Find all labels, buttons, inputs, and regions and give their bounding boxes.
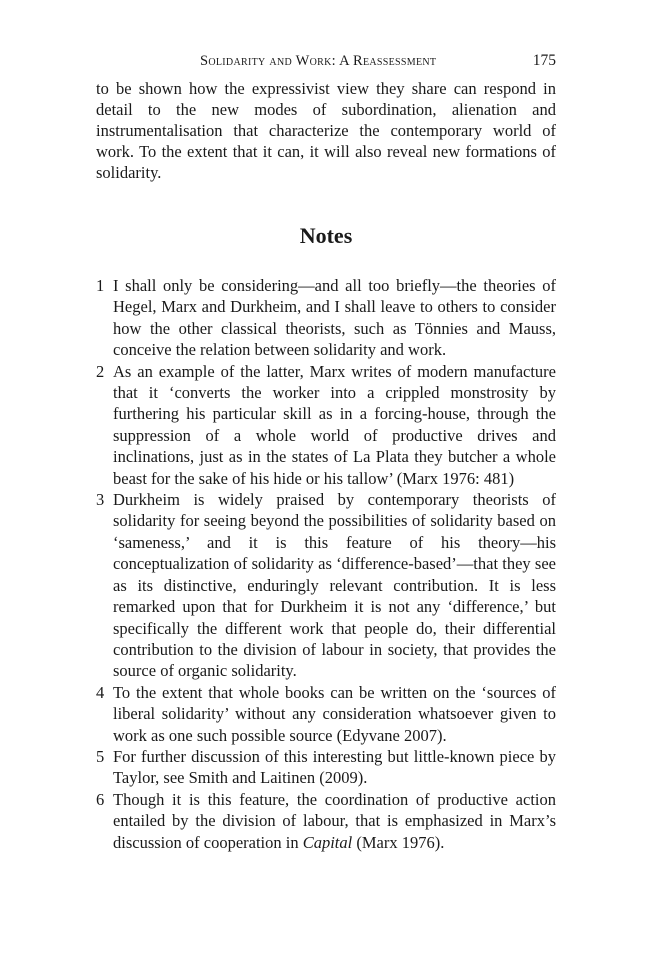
notes-list <box>96 275 556 853</box>
note-number: 1 <box>96 276 105 295</box>
note-number: 3 <box>96 490 105 510</box>
notes-heading: Notes <box>299 223 353 248</box>
note-item <box>96 489 556 682</box>
note-text-start: Though it is this feature, the coordination of productive action entailed by the division of labour, that is emphasized in Marx’s discussion of cooperation in <box>113 789 556 852</box>
book-title: Capital <box>302 832 353 852</box>
note-number: 5 <box>96 746 105 766</box>
note-text: As an example of the latter, Marx writes of modern manufacture that it ‘converts the worker into a crippled monstrosity by furthering his particular skill as in a forcing-house, through the suppression of a whole world of productive drives and inclinations, just as in the states of La Plata they butcher a whole beast for the sake of his hide or his tallow’ (Marx 1976: 481) <box>113 361 556 488</box>
note-number: 6 <box>96 789 105 809</box>
note-item <box>96 746 556 789</box>
page-number: 175 <box>532 52 556 69</box>
note-item <box>96 361 556 489</box>
note-number: 4 <box>96 682 105 702</box>
intro-paragraph: to be shown how the expressivist view they share can respond in detail to the new modes of subordination, alienation and instrumentalisation that characterize the contemporary world of work. To the extent that it can, it will also reveal new formations of solidarity. <box>96 79 556 182</box>
running-head: Solidarity and Work: A Reassessment <box>200 53 437 69</box>
note-number: 2 <box>96 361 105 381</box>
note-text: Durkheim is widely praised by contemporary theorists of solidarity for seeing beyond the possibilities of solidarity based on ‘sameness,’ and it is this feature of his theory—his conceptualization of solidarity as ‘difference-based’—that they see as its distinctive, enduringly relevant contribution. It is less remarked upon that for Durkheim it is not any ‘difference,’ but specifically the different work that people do, their differential contribution to the division of labour in society, that provides the source of organic solidarity. <box>113 490 556 681</box>
book-page <box>96 48 556 853</box>
note-text: For further discussion of this interesting but little-known piece by Taylor, see Smith and Laitinen (2009). <box>113 746 556 788</box>
note-item <box>96 275 556 361</box>
note-item <box>96 789 556 853</box>
page-header <box>96 48 556 78</box>
note-item <box>96 682 556 746</box>
note-text-end: (Marx 1976). <box>352 832 445 852</box>
note-text: I shall only be considering—and all too briefly—the theories of Hegel, Marx and Durkheim, and I shall leave to others to consider how the other classical theorists, such as Tönnies and Mauss, conceive the relation between solidarity and work. <box>113 276 556 360</box>
note-text: To the extent that whole books can be written on the ‘sources of liberal solidarity’ without any consideration whatsoever given to work as one such possible source (Edyvane 2007). <box>113 682 556 745</box>
